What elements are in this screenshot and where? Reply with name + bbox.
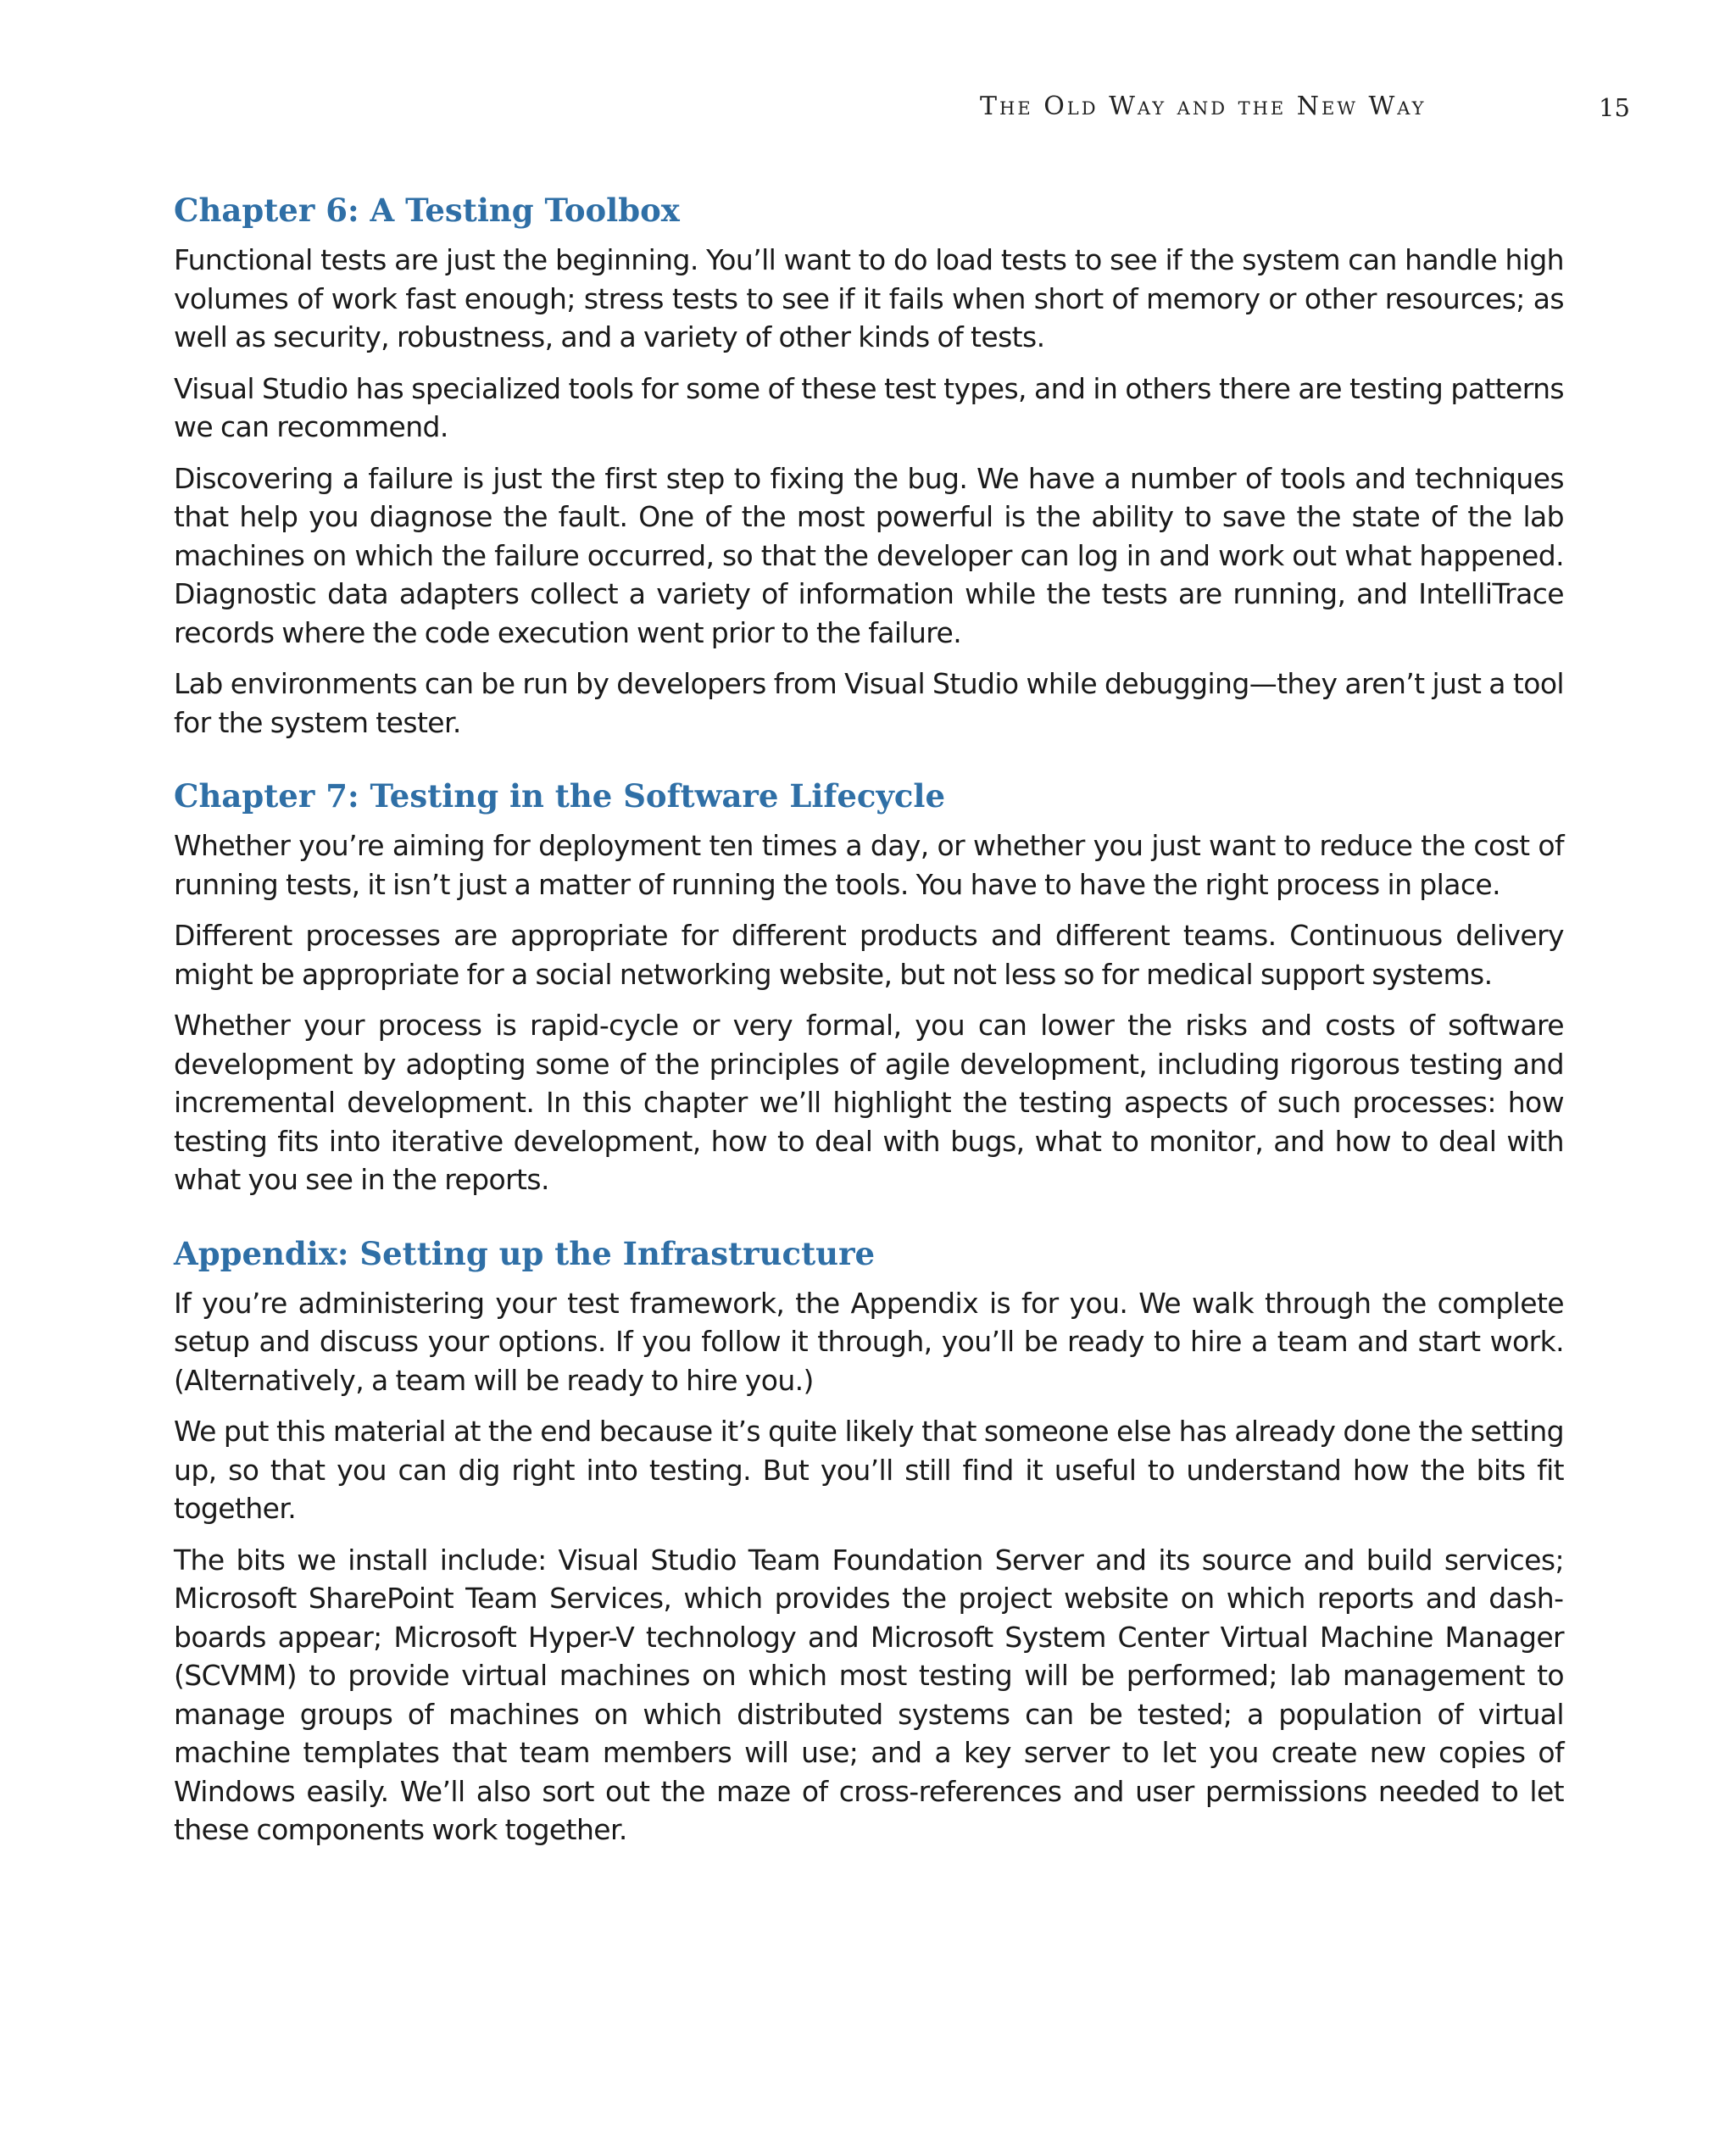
page-number: 15 [1599, 93, 1630, 122]
section-appendix [174, 1230, 1564, 1850]
appendix-paragraph-2: We put this material at the end because it’s quite likely that someone else has already done the setting up, so that you can dig right into testing. But you’ll still find it useful to understand how the bits fit together. [174, 1415, 1564, 1525]
chapter-7-paragraph-3: Whether your process is rapid-cycle or very formal, you can lower the risks and costs of software development by adopting some of the principles of agile development, including rigorous testing and incremental development. In this chapter we’ll highlight the testing aspects of such processes: how testing fits into iterative development, how to deal with bugs, what to monitor, and how to deal with what you see in the reports. [174, 1009, 1564, 1196]
page-body [174, 186, 1564, 1862]
appendix-paragraph-1: If you’re administering your test framework, the Appendix is for you. We walk through the complete setup and discuss your options. If you follow it through, you’ll be ready to hire a team and start work. (Alternatively, a team will be ready to hire you.) [174, 1286, 1564, 1397]
section-chapter-6 [174, 186, 1564, 742]
chapter-6-paragraph-1: Functional tests are just the beginning. You’ll want to do load tests to see if the system can handle high volumes of work fast enough; stress tests to see if it fails when short of memory or other resources; as well as security, robustness, and a variety of other kinds of tests. [174, 243, 1564, 353]
appendix-heading: Appendix: Setting up the Infrastructure [174, 1234, 876, 1272]
chapter-6-paragraph-2: Visual Studio has specialized tools for some of these test types, and in others there are testing patterns we can recommend. [174, 371, 1564, 443]
chapter-6-heading: Chapter 6: A Testing Toolbox [174, 192, 680, 229]
chapter-6-paragraph-4: Lab environments can be run by developers from Visual Studio while debugging—they aren’t just a tool for the system tester. [174, 667, 1564, 739]
chapter-7-paragraph-2: Different processes are appropriate for different products and different teams. Continuous delivery might be appropriate for a social networking website, but not less so for medical support systems. [174, 919, 1564, 991]
appendix-paragraph-3: The bits we install include: Visual Studio Team Foundation Server and its source and build services; Microsoft SharePoint Team Services, which provides the project website on which reports and dashboards appear; Microsoft Hyper-V technology and Microsoft System Center Virtual Machine Manager (SCVMM) to provide virtual machines on which most testing will be performed; lab management to manage groups of machines on which distributed systems can be tested; a population of virtual machine templates that team members will use; and a key server to let you create new copies of Windows easily. We’ll also sort out the maze of cross-references and user permissions needed to let these components work together. [174, 1543, 1564, 1846]
chapter-7-heading: Chapter 7: Testing in the Software Lifecycle [174, 777, 946, 815]
section-chapter-7 [174, 772, 1564, 1199]
chapter-7-paragraph-1: Whether you’re aiming for deployment ten times a day, or whether you just want to reduce the cost of running tests, it isn’t just a matter of running the tools. You have to have the right process in place. [174, 829, 1564, 901]
running-header: The Old Way and the New Way [980, 92, 1427, 121]
chapter-6-paragraph-3: Discovering a failure is just the first step to fixing the bug. We have a number of tools and techniques that help you diagnose the fault. One of the most powerful is the ability to save the state of the lab machines on which the failure occurred, so that the developer can log in and work out what happened. Diagnostic data adapters collect a variety of information while the tests are running, and IntelliTrace records where the code execution went prior to the failure. [174, 461, 1564, 649]
